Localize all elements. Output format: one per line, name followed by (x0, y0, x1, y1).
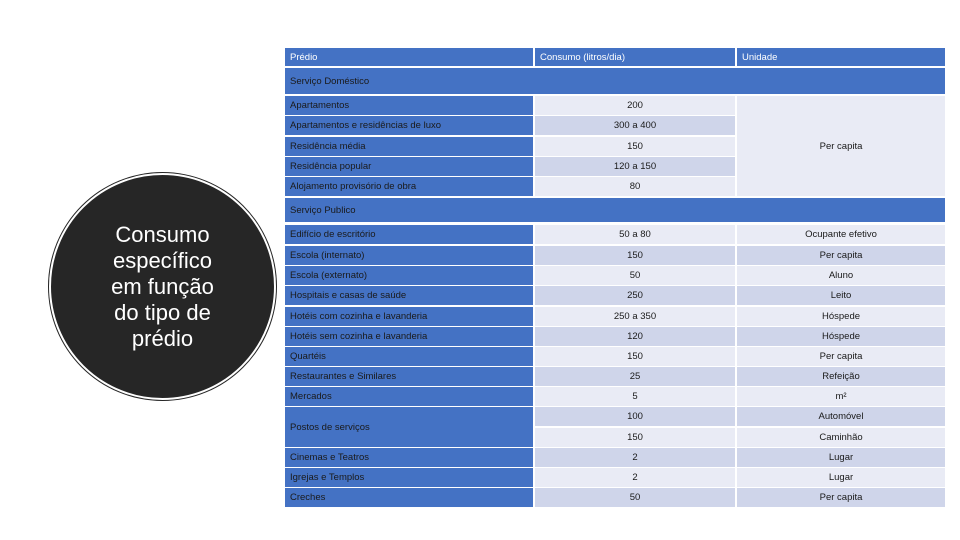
header-consumo-text: Consumo (litros/dia) (540, 51, 625, 63)
header-consumo (535, 48, 735, 66)
row-unidade (737, 488, 945, 507)
section-domestico (285, 68, 945, 94)
row-unidade-text: Leito (830, 290, 852, 301)
section-publico-text: Serviço Publico (290, 204, 356, 216)
row-consumo-text: 50 (629, 270, 641, 281)
row-predio-text: Cinemas e Teatros (290, 452, 370, 463)
row-consumo-text: 2 (632, 452, 638, 463)
row-predio (285, 157, 533, 176)
row-unidade-text: Per capita (819, 492, 863, 503)
row-predio-text: Apartamentos e residências de luxo (290, 120, 442, 131)
row-consumo-text: 250 a 350 (613, 311, 657, 322)
row-predio (285, 327, 533, 346)
row-predio-text: Escola (internato) (290, 250, 365, 261)
row-consumo (535, 428, 735, 447)
row-predio (285, 307, 533, 326)
row-predio (285, 225, 533, 244)
row-unidade-text: Per capita (819, 351, 863, 362)
row-predio (285, 367, 533, 386)
row-consumo-text: 50 (629, 492, 641, 503)
row-predio (285, 468, 533, 487)
row-consumo-text: 300 a 400 (613, 120, 657, 131)
domestico-unidade-text: Per capita (819, 140, 863, 152)
row-consumo (535, 347, 735, 366)
row-consumo (535, 468, 735, 487)
row-predio (285, 96, 533, 115)
row-predio-text: Creches (290, 492, 326, 503)
row-consumo (535, 266, 735, 285)
row-predio-text: Igrejas e Templos (290, 472, 365, 483)
row-consumo (535, 137, 735, 156)
row-unidade-text: Per capita (819, 250, 863, 261)
row-unidade (737, 225, 945, 244)
row-consumo (535, 116, 735, 135)
row-unidade (737, 428, 945, 447)
row-consumo (535, 307, 735, 326)
row-unidade-text: Hóspede (821, 331, 861, 342)
row-unidade (737, 307, 945, 326)
row-predio (285, 137, 533, 156)
header-predio (285, 48, 533, 66)
row-unidade-text: Lugar (828, 452, 854, 463)
title-circle (49, 173, 276, 400)
row-unidade (737, 347, 945, 366)
header-predio-text: Prédio (290, 51, 318, 63)
header-unidade (737, 48, 945, 66)
row-unidade-text: Ocupante efetivo (805, 229, 877, 240)
row-consumo-text: 100 (627, 411, 643, 422)
row-predio (285, 347, 533, 366)
row-unidade-text: Lugar (828, 472, 854, 483)
row-predio-text: Escola (externato) (290, 270, 368, 281)
section-publico (285, 198, 945, 222)
row-consumo-text: 250 (627, 290, 643, 301)
header-unidade-text: Unidade (742, 51, 778, 63)
row-consumo (535, 96, 735, 115)
row-consumo (535, 367, 735, 386)
row-consumo-text: 5 (632, 391, 638, 402)
row-consumo (535, 286, 735, 305)
row-predio (285, 448, 533, 467)
row-predio-text: Alojamento provisório de obra (290, 181, 417, 192)
row-unidade (737, 448, 945, 467)
row-consumo (535, 448, 735, 467)
row-unidade-text: Automóvel (818, 411, 864, 422)
row-consumo-text: 200 (627, 100, 643, 111)
row-predio-text: Hotéis sem cozinha e lavanderia (290, 331, 428, 342)
row-predio-text: Mercados (290, 391, 332, 402)
row-unidade (737, 468, 945, 487)
row-consumo-text: 120 (627, 331, 643, 342)
row-predio-text: Hotéis com cozinha e lavanderia (290, 311, 428, 322)
section-domestico-text: Serviço Doméstico (290, 75, 370, 87)
row-predio-postos-text: Postos de serviços (290, 421, 370, 433)
row-consumo-text: 150 (627, 141, 643, 152)
row-unidade-text: Caminhão (819, 432, 863, 443)
row-predio-postos (285, 407, 533, 447)
row-unidade (737, 246, 945, 265)
row-predio-text: Quartéis (290, 351, 326, 362)
domestico-unidade (737, 96, 945, 196)
row-predio-text: Edifício de escritório (290, 229, 376, 240)
row-consumo-text: 150 (627, 432, 643, 443)
row-predio (285, 177, 533, 196)
row-consumo (535, 157, 735, 176)
row-predio-text: Restaurantes e Similares (290, 371, 397, 382)
row-consumo (535, 407, 735, 426)
row-consumo (535, 177, 735, 196)
row-unidade-text: m² (835, 391, 847, 402)
row-consumo-text: 50 a 80 (619, 229, 651, 240)
row-unidade-text: Refeição (822, 371, 860, 382)
row-consumo (535, 387, 735, 406)
row-unidade (737, 367, 945, 386)
row-predio (285, 266, 533, 285)
row-unidade (737, 327, 945, 346)
side-title: Consumo específico em função do tipo de prédio (111, 221, 214, 351)
row-unidade-text: Hóspede (821, 311, 861, 322)
row-consumo-text: 150 (627, 250, 643, 261)
row-predio (285, 488, 533, 507)
row-predio-text: Hospitais e casas de saúde (290, 290, 407, 301)
row-consumo (535, 327, 735, 346)
row-consumo (535, 246, 735, 265)
row-consumo-text: 120 a 150 (613, 161, 657, 172)
row-unidade (737, 387, 945, 406)
row-unidade (737, 286, 945, 305)
row-predio-text: Residência média (290, 141, 366, 152)
row-consumo (535, 488, 735, 507)
row-predio-text: Apartamentos (290, 100, 350, 111)
row-consumo-text: 2 (632, 472, 638, 483)
row-unidade (737, 407, 945, 426)
row-predio (285, 246, 533, 265)
row-consumo-text: 25 (629, 371, 641, 382)
row-unidade (737, 266, 945, 285)
row-consumo-text: 150 (627, 351, 643, 362)
row-predio (285, 286, 533, 305)
row-predio (285, 387, 533, 406)
row-predio (285, 116, 533, 135)
row-unidade-text: Aluno (828, 270, 854, 281)
row-consumo-text: 80 (629, 181, 641, 192)
row-consumo (535, 225, 735, 244)
row-predio-text: Residência popular (290, 161, 372, 172)
